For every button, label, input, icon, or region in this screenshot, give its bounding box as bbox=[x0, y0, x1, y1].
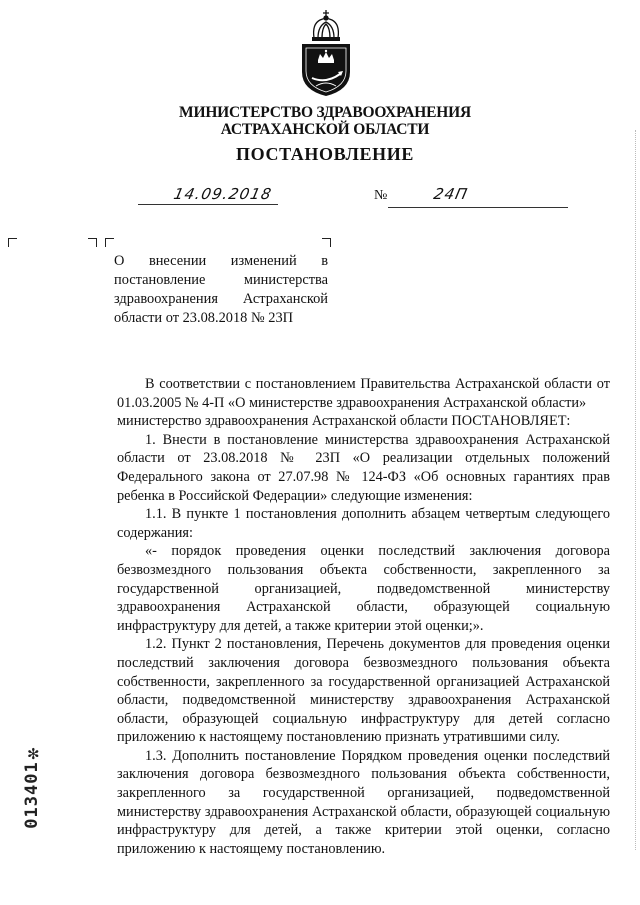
document-type-title: ПОСТАНОВЛЕНИЕ bbox=[236, 144, 414, 164]
number-label: № bbox=[374, 188, 388, 203]
clause-1-2-paragraph: 1.2. Пункт 2 постановления, Перечень документов для проведения оценки последствий заключения договора безвозмездного пользования объекта собственности, закрепленного за государственной организацией Астраханской области, подведомственной министерству здравоохранения Астраханской области, образующей социальную инфраструктуру для детей согласно приложению к настоящему постановлению признать утратившими силу. bbox=[117, 636, 610, 746]
resolution-paragraph: министерство здравоохранения Астраханской области ПОСТАНОВЛЯЕТ: bbox=[117, 413, 571, 430]
star-icon: ✻ bbox=[27, 745, 40, 763]
subject-heading: О внесении изменений в постановление министерства здравоохранения Астраханской области от 23.08.2018 № 23П bbox=[114, 253, 328, 326]
corner-mark-left-top bbox=[8, 238, 17, 247]
number-field bbox=[374, 185, 574, 210]
date-handwritten: 14.09.2018 bbox=[172, 185, 274, 203]
ministry-line-1: МИНИСТЕРСТВО ЗДРАВООХРАНЕНИЯ bbox=[179, 104, 471, 121]
clause-1-1-quote-paragraph: «- порядок проведения оценки последствий заключения договора безвозмездного пользования объекта собственности, закрепленного за государственной организацией, подведомственной министерству здравоохранения Астраханской области, образующей социальную инфраструктуру для детей, а также критерии этой оценки;». bbox=[117, 543, 610, 634]
date-field bbox=[138, 185, 278, 207]
clause-1-1-paragraph: 1.1. В пункте 1 постановления дополнить абзацем четвертым следующего содержания: bbox=[117, 506, 610, 541]
serial-number: 013401 bbox=[22, 761, 42, 829]
corner-mark-left-top-right bbox=[88, 238, 97, 247]
corner-mark-subject-left bbox=[105, 238, 114, 247]
coat-of-arms-emblem bbox=[296, 8, 356, 98]
clause-1-3-paragraph: 1.3. Дополнить постановление Порядком проведения оценки последствий заключения договора безвозмездного пользования объекта собственности, закрепленного за государственной организацией, подведомственной министерству здравоохранения Астраханской области, образующей социальную инфраструктуру для детей, а также критерии этой оценки, согласно приложению к настоящему постановлению. bbox=[117, 747, 610, 857]
ministry-line-2: АСТРАХАНСКОЙ ОБЛАСТИ bbox=[220, 121, 430, 138]
serial-stamp bbox=[22, 745, 44, 845]
number-handwritten: 24П bbox=[432, 185, 470, 203]
date-underline bbox=[138, 204, 278, 205]
ministry-name bbox=[150, 104, 500, 138]
document-body bbox=[117, 375, 610, 858]
scan-edge-marks bbox=[631, 130, 636, 850]
corner-mark-subject-right bbox=[322, 238, 331, 247]
clause-1-paragraph: 1. Внести в постановление министерства здравоохранения Астраханской области от 23.08.2018 № 23П «О реализации отдельных положений Федерального закона от 27.07.98 № 124-ФЗ «Об основных гарантиях прав ребенка в Российской Федерации» следующие изменения: bbox=[117, 431, 610, 504]
number-underline bbox=[388, 207, 568, 208]
preamble-paragraph: В соответствии с постановлением Правительства Астраханской области от 01.03.2005 № 4-П «О министерстве здравоохранения Астраханской области» bbox=[117, 376, 610, 411]
